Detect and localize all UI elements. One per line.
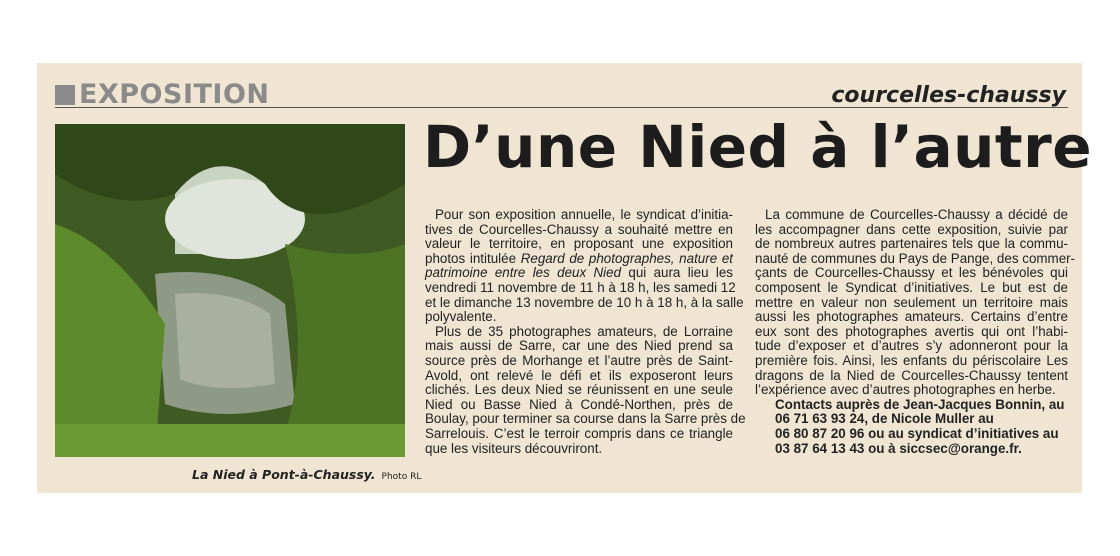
article-column-2 <box>755 207 1076 456</box>
text-line: nauté de communes du Pays de Pange, des commer- <box>755 250 1076 266</box>
text-line: première fois. Ainsi, les enfants du périscolaire Les <box>755 352 1068 368</box>
newspaper-clipping <box>37 63 1093 493</box>
rubric-square-icon <box>55 85 75 105</box>
text-line: çants de Courcelles-Chaussy et les bénévoles qui <box>755 265 1068 281</box>
text-line: Avold, ont relevé le défi et ils exposeront leurs <box>425 367 733 383</box>
text-line: Contacts auprès de Jean-Jacques Bonnin, au <box>775 396 1065 412</box>
article-column-1 <box>425 207 746 456</box>
text-line: photos intitulée Regard de photographes, nature et <box>425 250 733 266</box>
text-line: Boulay, pour terminer sa course dans la Sarre près de <box>425 411 746 427</box>
text-line: eux sont des photographes avertis qui ont l’habi- <box>755 323 1068 339</box>
text-line: 03 87 64 13 43 ou à siccsec@orange.fr. <box>775 440 1022 456</box>
place-name: courcelles-chaussy <box>831 83 1066 108</box>
text-line: valeur le territoire, en proposant une exposition <box>425 236 733 252</box>
text-line: patrimoine entre les deux Nied qui aura lieu les <box>425 265 733 281</box>
text-line: Pour son exposition annuelle, le syndicat d’initia- <box>435 207 733 222</box>
header-rule <box>55 107 1068 108</box>
section-rubric <box>55 79 270 110</box>
text-line: Plus de 35 photographes amateurs, de Lorraine <box>435 323 733 339</box>
text-line: vendredi 11 novembre de 11 h à 18 h, les samedi 12 <box>425 279 736 295</box>
photo-caption <box>192 467 421 482</box>
text-line: et le dimanche 13 novembre de 10 h à 18 h, à la salle <box>425 294 744 310</box>
text-line: composent le Syndicat d’initiatives. Le but est de <box>755 279 1068 295</box>
text-line: 06 80 87 20 96 ou au syndicat d’initiatives au <box>775 425 1059 441</box>
text-line: La commune de Courcelles-Chaussy a décidé de <box>765 207 1068 222</box>
text-line: tives de Courcelles-Chaussy a souhaité mettre en <box>425 221 733 237</box>
text-line: source près de Morhange et l’autre près de Saint- <box>425 352 733 368</box>
text-line: aussi les photographes amateurs. Certains d’entre <box>755 309 1068 325</box>
caption-text: La Nied à Pont-à-Chaussy. <box>192 467 376 482</box>
text-line: Sarrelouis. C’est le terroir compris dans ce triangle <box>425 425 733 441</box>
text-line: tude d’exposer et d’autres s’y adonneront pour la <box>755 338 1068 354</box>
text-line: 06 71 63 93 24, de Nicole Muller au <box>775 411 994 427</box>
text-line: Nied ou Basse Nied à Condé-Northen, près de <box>425 396 733 412</box>
river-photo <box>55 124 405 457</box>
text-line: que les visiteurs découvriront. <box>425 440 603 456</box>
text-line: polyvalente. <box>425 309 497 325</box>
text-line: dragons de la Nied de Courcelles-Chaussy tentent <box>755 367 1068 383</box>
photo-credit: Photo RL <box>381 472 422 482</box>
text-line: les accompagner dans cette exposition, suivie par <box>755 221 1068 237</box>
text-line: clichés. Les deux Nied se réunissent en une seule <box>425 382 733 398</box>
text-line: mettre en valeur non seulement un territoire mais <box>755 294 1068 310</box>
text-line: mais aussi de Sarre, car une des Nied prend sa <box>425 338 733 354</box>
text-line: l’expérience avec d’autres photographes en herbe. <box>755 382 1056 398</box>
rubric-label: EXPOSITION <box>79 79 270 110</box>
headline: D’une Nied à l’autre <box>423 113 1093 181</box>
text-line: de nombreux autres partenaires tels que la commu- <box>755 236 1068 252</box>
